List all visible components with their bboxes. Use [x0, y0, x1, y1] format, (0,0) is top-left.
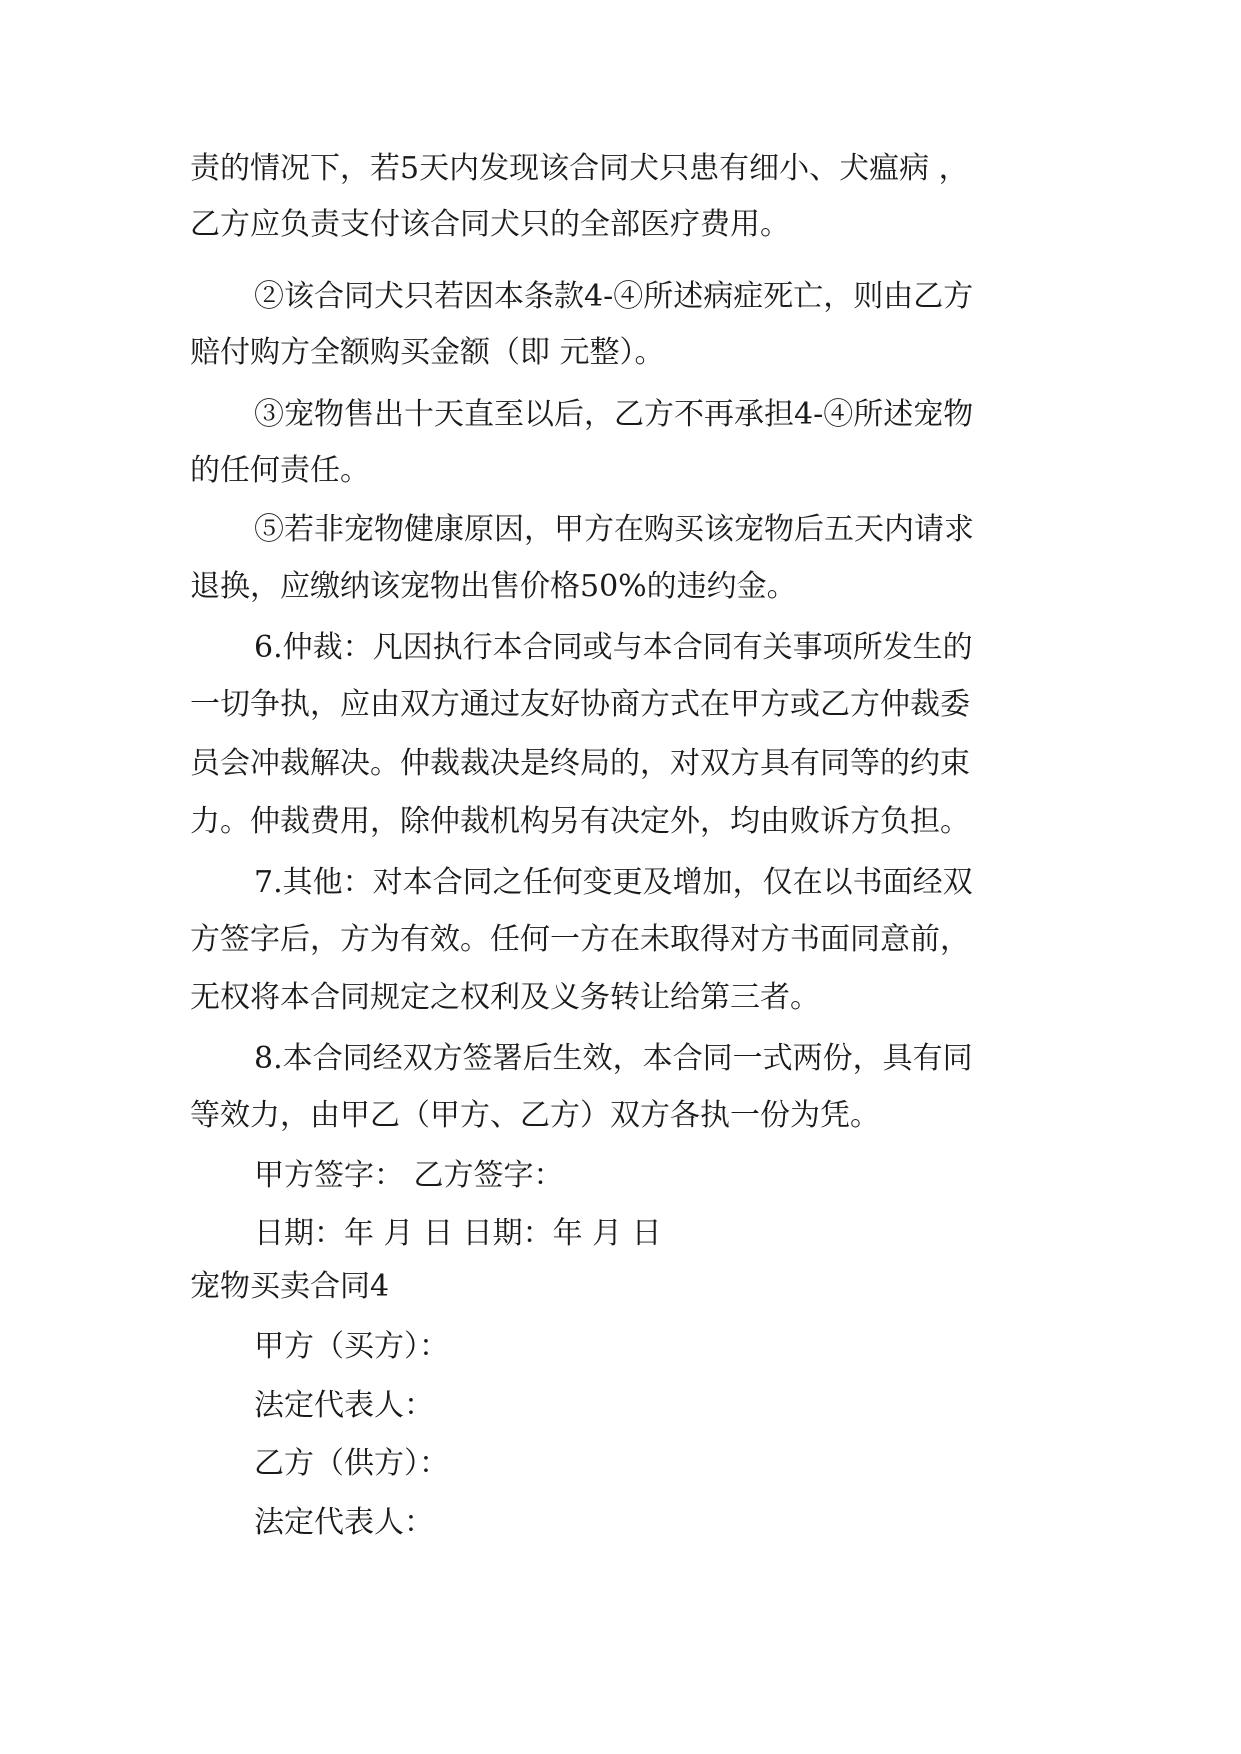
paragraph-line: 方签字后，方为有效。任何一方在未取得对方书面同意前， — [190, 922, 970, 957]
paragraph-line: 员会冲裁解决。仲裁裁决是终局的，对双方具有同等的约束 — [190, 746, 970, 781]
paragraph-line: 的任何责任。 — [190, 453, 370, 488]
party-line: 乙方（供方）： — [254, 1446, 449, 1481]
paragraph-line: 等效力，由甲乙（甲方、乙方）双方各执一份为凭。 — [190, 1098, 880, 1133]
party-line: 甲方（买方）： — [254, 1329, 449, 1364]
paragraph-line: 责的情况下，若5天内发现该合同犬只患有细小、犬瘟病 ， — [190, 151, 969, 186]
date-line: 日期：年 月 日 日期：年 月 日 — [254, 1216, 662, 1251]
paragraph-line: 一切争执，应由双方通过友好协商方式在甲方或乙方仲裁委 — [190, 687, 970, 722]
paragraph-line: 7.其他：对本合同之任何变更及增加，仅在以书面经双 — [254, 865, 973, 900]
section-title: 宠物买卖合同4 — [190, 1269, 390, 1304]
signature-line: 甲方签字： 乙方签字： — [254, 1158, 564, 1193]
paragraph-line: 赔付购方全额购买金额（即 元整）。 — [190, 335, 665, 370]
paragraph-line: 退换，应缴纳该宠物出售价格50%的违约金。 — [190, 569, 797, 604]
party-line: 法定代表人： — [254, 1388, 434, 1423]
paragraph-line: 6.仲裁：凡因执行本合同或与本合同有关事项所发生的 — [254, 630, 973, 665]
paragraph-line: ③宠物售出十天直至以后，乙方不再承担4-④所述宠物 — [254, 397, 974, 432]
paragraph-line: ②该合同犬只若因本条款4-④所述病症死亡，则由乙方 — [254, 279, 974, 314]
paragraph-line: 无权将本合同规定之权利及义务转让给第三者。 — [190, 980, 820, 1015]
paragraph-line: 力。仲裁费用，除仲裁机构另有决定外，均由败诉方负担。 — [190, 804, 970, 839]
paragraph-line: 8.本合同经双方签署后生效，本合同一式两份，具有同 — [254, 1041, 973, 1076]
paragraph-line: 乙方应负责支付该合同犬只的全部医疗费用。 — [190, 207, 790, 242]
party-line: 法定代表人： — [254, 1505, 434, 1540]
paragraph-line: ⑤若非宠物健康原因，甲方在购买该宠物后五天内请求 — [254, 512, 974, 547]
